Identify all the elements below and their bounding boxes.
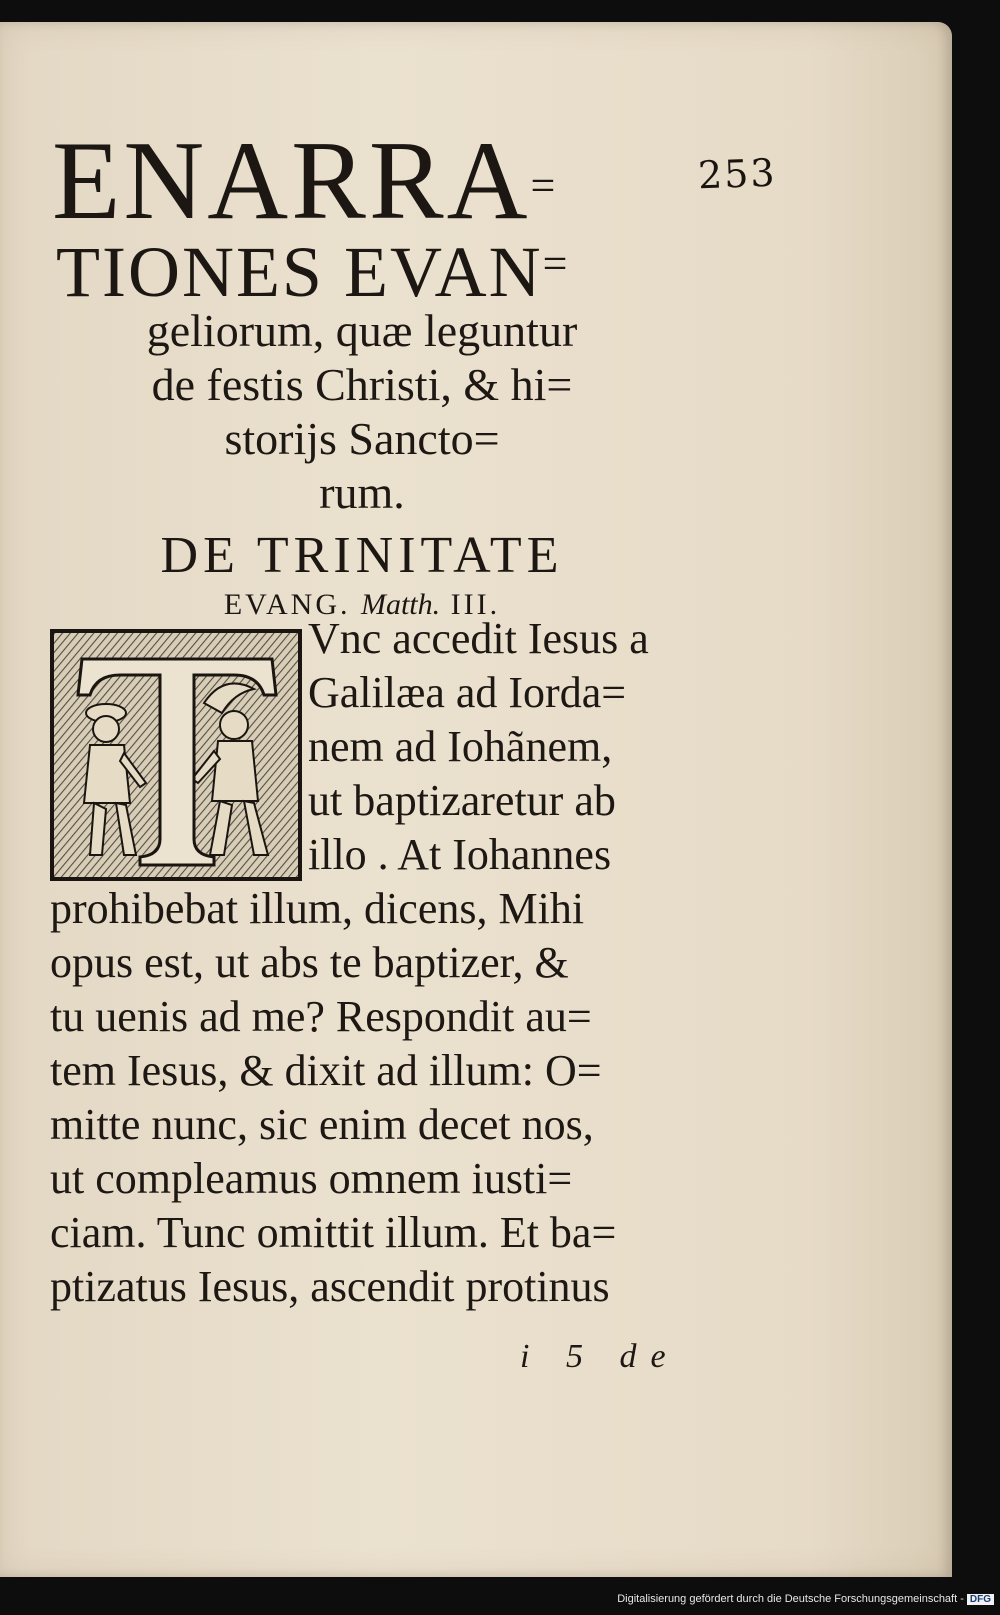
- credit-text: Digitalisierung gefördert durch die Deutsche Forschungsgemeinschaft -: [617, 1593, 964, 1605]
- body-line-4: tem Iesus, & dixit ad illum: O=: [50, 1046, 602, 1095]
- decorated-initial: [50, 629, 302, 881]
- title-hyphen-2: =: [542, 239, 570, 288]
- signature-catchword: i 5 de: [520, 1338, 680, 1375]
- title-hyphen-1: =: [530, 161, 559, 210]
- initial-text-line-3: nem ad Iohãnem,: [308, 722, 613, 771]
- woodcut-illustration: [54, 633, 298, 877]
- body-line-6: ut compleamus omnem iusti=: [50, 1154, 573, 1203]
- body-line-8: ptizatus Iesus, ascendit protinus: [50, 1262, 610, 1311]
- book-page: [0, 22, 952, 1577]
- page-number: 253: [697, 150, 778, 198]
- title-line-1-text: ENARRA: [52, 119, 531, 243]
- section-ref-chapter: III.: [450, 588, 501, 621]
- section-heading: DE TRINITATE: [160, 527, 564, 584]
- initial-text-line-1: Vnc accedit Iesus a: [308, 614, 649, 663]
- subtitle-line-1: geliorum, quæ leguntur: [146, 305, 578, 356]
- title-line-2-text: TIONES EVAN: [56, 232, 543, 312]
- body-line-1: prohibebat illum, dicens, Mihi: [50, 884, 585, 933]
- initial-text-line-5: illo . At Iohannes: [308, 830, 612, 879]
- digitization-credit: [617, 1593, 994, 1605]
- section-ref-book: Matth.: [360, 588, 441, 621]
- initial-text-line-4: ut baptizaretur ab: [308, 776, 616, 825]
- initial-text-line-2: Galilæa ad Iorda=: [308, 668, 627, 717]
- body-line-3: tu uenis ad me? Respondit au=: [50, 992, 592, 1041]
- body-line-7: ciam. Tunc omittit illum. Et ba=: [50, 1208, 617, 1257]
- subtitle-line-2: de festis Christi, & hi=: [151, 359, 573, 410]
- subtitle-line-4: rum.: [319, 467, 405, 518]
- subtitle-line-3: storijs Sancto=: [224, 413, 500, 464]
- section-ref-caps: EVANG.: [223, 588, 351, 621]
- body-line-5: mitte nunc, sic enim decet nos,: [50, 1100, 594, 1149]
- body-line-2: opus est, ut abs te baptizer, &: [50, 938, 569, 987]
- dfg-badge: DFG: [967, 1594, 994, 1605]
